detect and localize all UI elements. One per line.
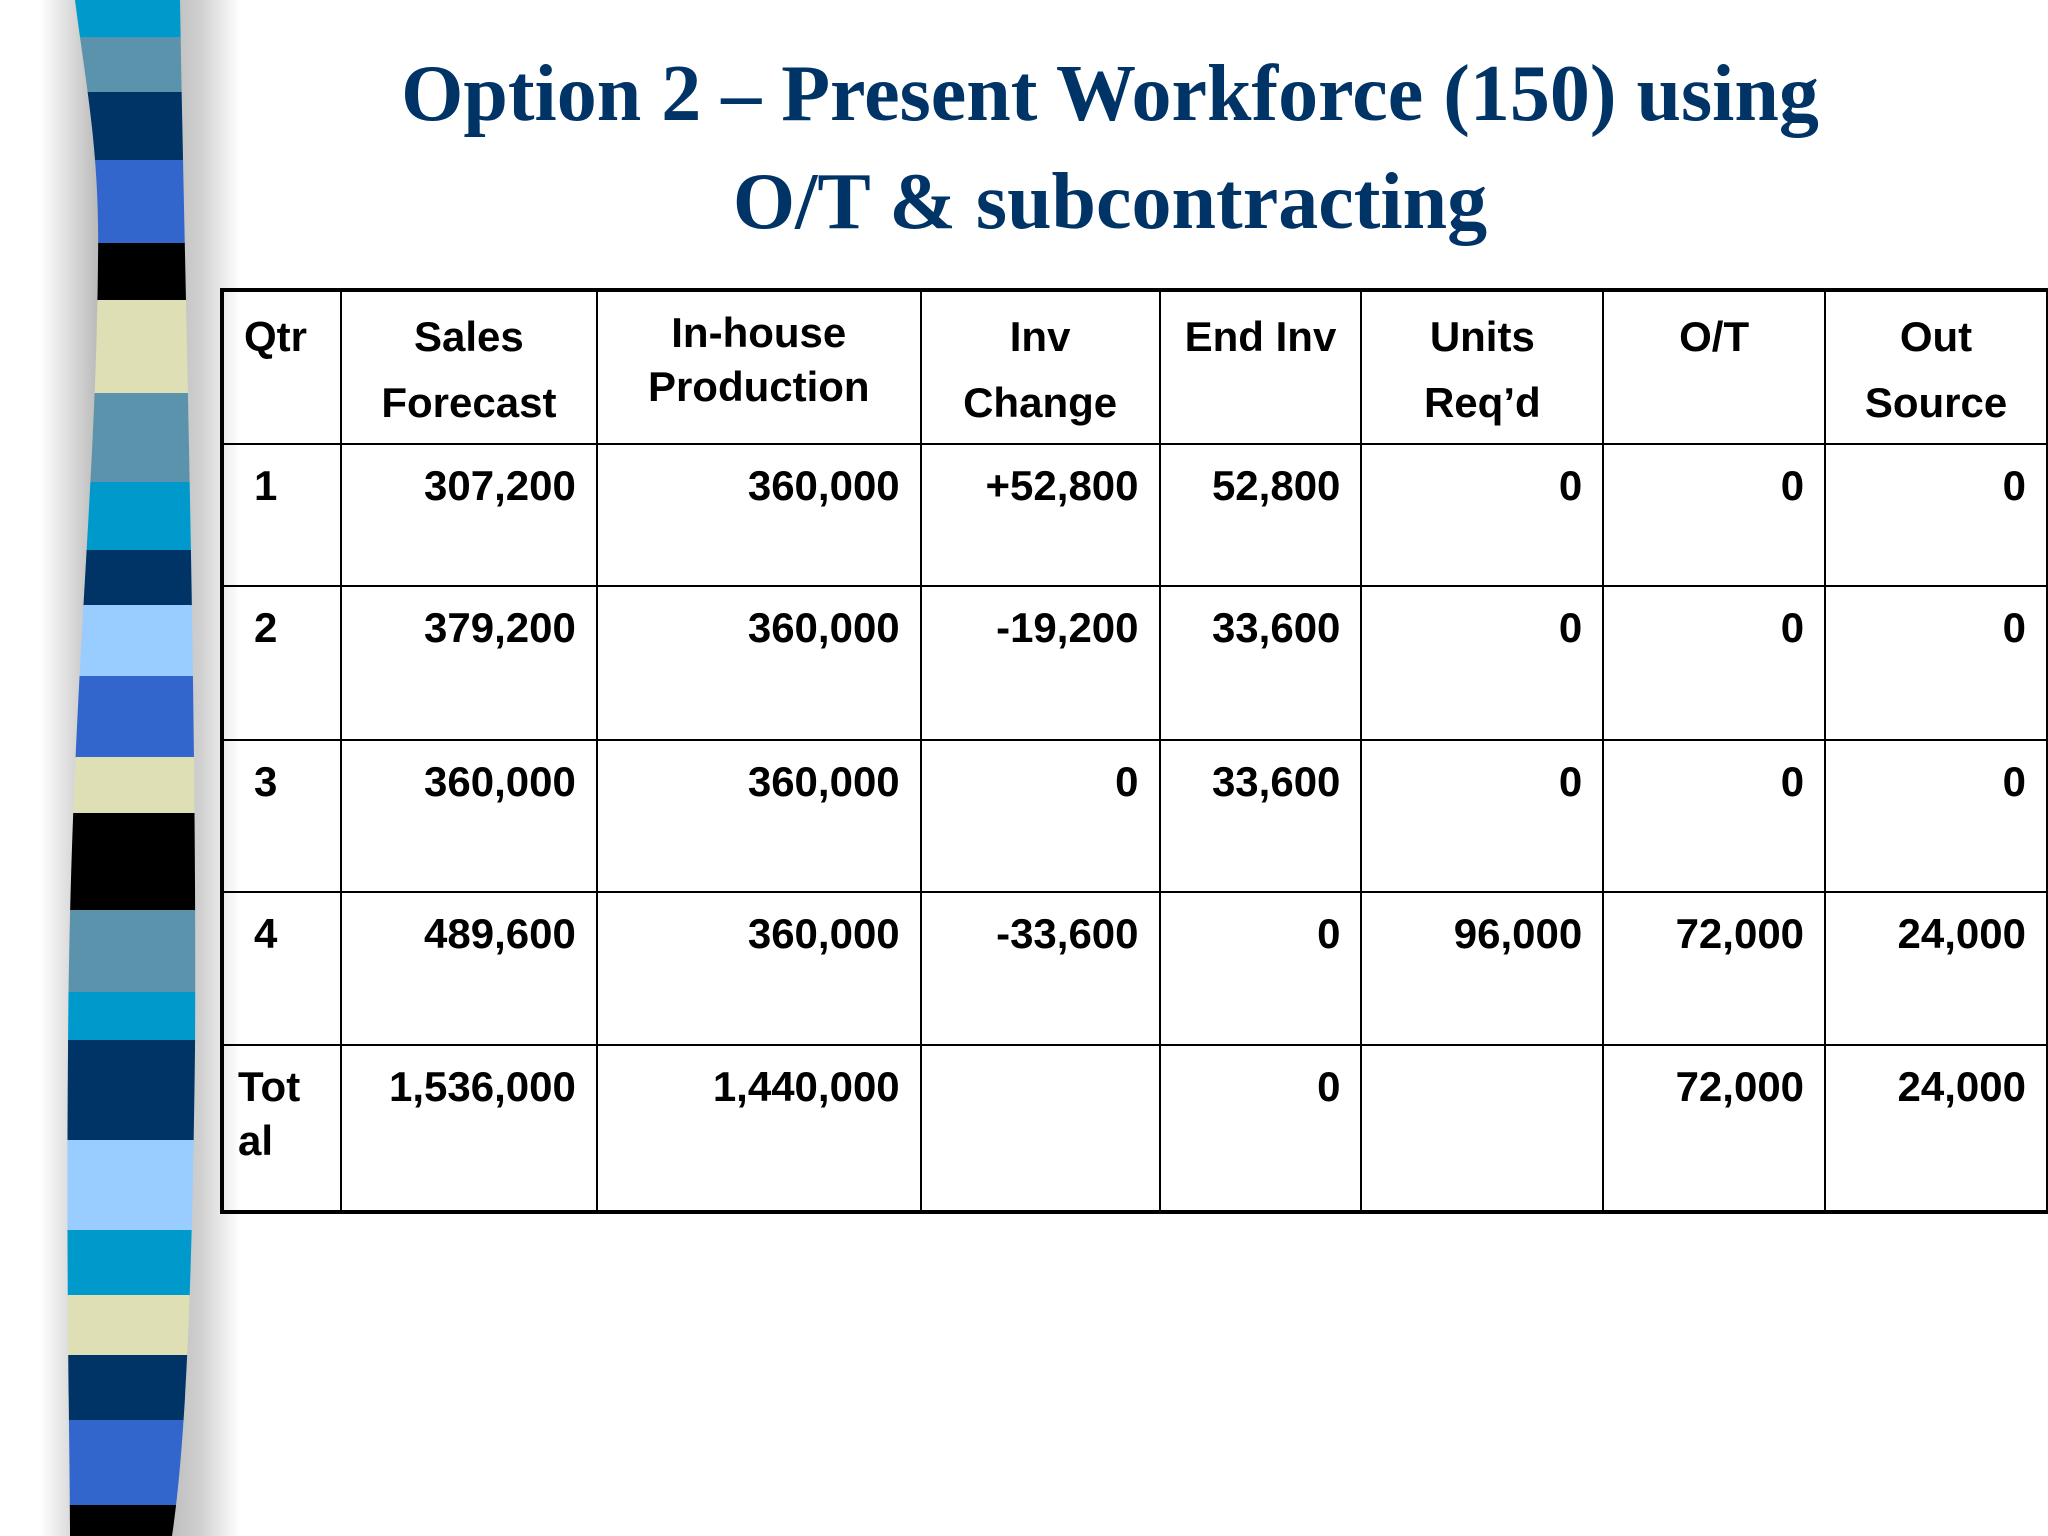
aggregate-plan-table <box>220 288 2048 1214</box>
table-cell <box>1361 1045 1603 1212</box>
table-cell: 0 <box>1361 740 1603 892</box>
table-cell: 360,000 <box>597 444 921 586</box>
table-row <box>222 1045 2047 1212</box>
table-cell: 0 <box>1361 444 1603 586</box>
table-cell: 96,000 <box>1361 892 1603 1045</box>
header-units-reqd: Units Req’d <box>1361 290 1603 444</box>
table-cell: 360,000 <box>597 586 921 740</box>
header-row <box>222 290 2047 444</box>
title-line-2: O/T & subcontracting <box>732 158 1488 246</box>
table-cell: 3 <box>222 740 341 892</box>
table-cell: 0 <box>1825 444 2047 586</box>
table-cell: 33,600 <box>1160 740 1362 892</box>
table-cell: 0 <box>1603 586 1825 740</box>
table-cell: 52,800 <box>1160 444 1362 586</box>
table-cell: 72,000 <box>1603 892 1825 1045</box>
table-cell: 0 <box>1825 740 2047 892</box>
table-cell: 0 <box>1160 892 1362 1045</box>
table-cell: 360,000 <box>597 892 921 1045</box>
header-ot: O/T <box>1603 290 1825 444</box>
table-cell: 0 <box>1603 444 1825 586</box>
table-cell: 1,440,000 <box>597 1045 921 1212</box>
header-in-house-production: In-house Production <box>597 290 921 444</box>
table-row <box>222 444 2047 586</box>
table-cell: 379,200 <box>341 586 597 740</box>
table-cell: 0 <box>1160 1045 1362 1212</box>
table-cell: 360,000 <box>597 740 921 892</box>
table-cell: 0 <box>1361 586 1603 740</box>
table-cell: 24,000 <box>1825 1045 2047 1212</box>
table-cell: -33,600 <box>921 892 1160 1045</box>
table-cell: 4 <box>222 892 341 1045</box>
table-row <box>222 740 2047 892</box>
table-row <box>222 586 2047 740</box>
table-cell: 0 <box>921 740 1160 892</box>
table-cell <box>921 1045 1160 1212</box>
table-cell: 24,000 <box>1825 892 2047 1045</box>
table-cell: -19,200 <box>921 586 1160 740</box>
table-cell: 360,000 <box>341 740 597 892</box>
header-out-source: Out Source <box>1825 290 2047 444</box>
table-cell: 2 <box>222 586 341 740</box>
table-cell: 0 <box>1603 740 1825 892</box>
table-cell: 72,000 <box>1603 1045 1825 1212</box>
table-cell: Total <box>222 1045 341 1212</box>
table-row <box>222 892 2047 1045</box>
header-inv-change: Inv Change <box>921 290 1160 444</box>
table-cell: 1,536,000 <box>341 1045 597 1212</box>
table-cell: +52,800 <box>921 444 1160 586</box>
table-cell: 1 <box>222 444 341 586</box>
slide-title <box>230 40 1990 256</box>
table-cell: 0 <box>1825 586 2047 740</box>
header-qtr: Qtr <box>222 290 341 444</box>
header-end-inv: End Inv <box>1160 290 1362 444</box>
table-cell: 307,200 <box>341 444 597 586</box>
title-line-1: Option 2 – Present Workforce (150) using <box>401 50 1819 138</box>
table-cell: 489,600 <box>341 892 597 1045</box>
header-sales-forecast: Sales Forecast <box>341 290 597 444</box>
table-cell: 33,600 <box>1160 586 1362 740</box>
